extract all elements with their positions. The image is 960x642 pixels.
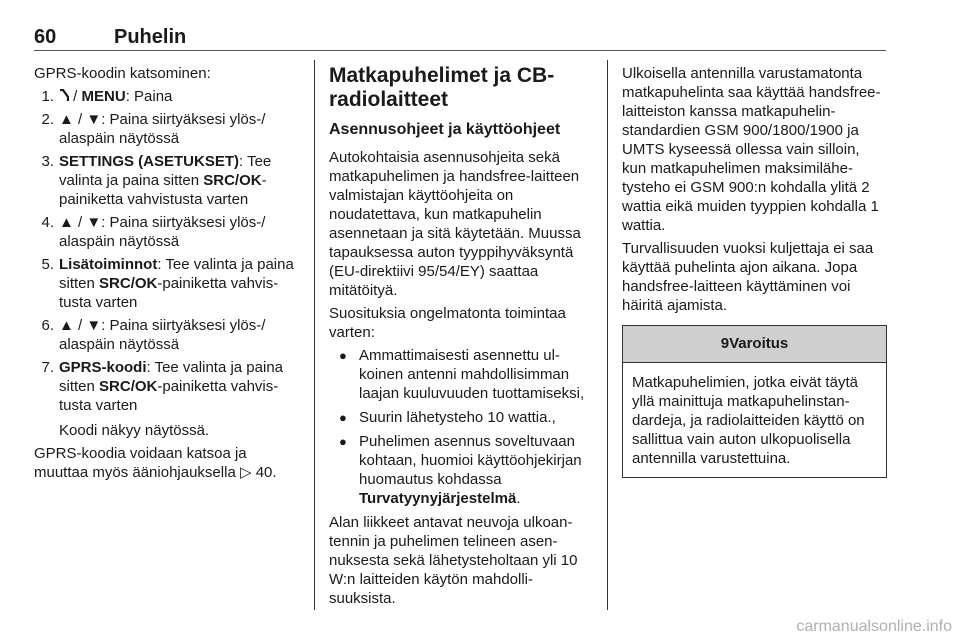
page-number: 60: [34, 26, 57, 48]
page-reference-icon: ▷: [239, 464, 252, 481]
step-item: 3. SETTINGS (ASETUKSET): Tee valinta ja paina sitten SRC/OK-painiketta vahvistusta varten: [41, 153, 272, 208]
column-middle: [329, 64, 594, 612]
recommendation-list: [329, 346, 594, 508]
paragraph: Alan liikkeet antavat neuvoja ulkoantennin ja puhelimen telineen asennuksesta sekä lähetysteholtaan yli 10 W:n laitteiden käytön mahdollisuuksista.: [329, 514, 578, 607]
paragraph: Ulkoisella antennilla varustamatonta matkapuhelinta saa käyttää handsfree-laitteiston kanssa matkapuhelinstandardien GSM 900/1800/1900 ja UMTS kyseessä ollessa vain silloin, kun matkapuhelimen maksimilähetysteho ei GSM 900:n kohdalla ylitä 2 wattia eikä muiden tyyppien kohdalla 1 wattia.: [622, 65, 881, 234]
step-item: 1. / MENU: Paina: [41, 88, 173, 105]
paragraph: Suosituksia ongelmatonta toimintaa varten:: [329, 305, 566, 341]
phone-call-icon: [59, 89, 69, 102]
step-note: Koodi näkyy näytössä.: [59, 422, 210, 439]
column-left: [34, 64, 302, 486]
section-title: Matkapuhelimet ja CB-radiolaitteet: [329, 64, 555, 111]
step-item: 5. Lisätoiminnot: Tee valinta ja paina sitten SRC/OK-painiketta vahvistusta varten: [41, 256, 294, 311]
step-item: 2. ▲ / ▼: Paina siirtyäksesi ylös-/ alaspäin näytössä: [41, 111, 266, 147]
chapter-title: Puhelin: [114, 26, 187, 48]
paragraph: Turvallisuuden vuoksi kuljettaja ei saa käyttää puhelinta ajon aikana. Jopa handsfree-laitteen käyttäminen voi häiritä ajamista.: [622, 240, 874, 314]
column-divider: [607, 60, 608, 610]
column-divider: [314, 60, 315, 610]
list-item: ● Ammattimaisesti asennettu ulkoinen antenni mahdollisimman laajan kuuluvuuden tuottamiseksi,: [339, 347, 585, 402]
bullet-icon: ●: [339, 410, 347, 425]
warning-box: [622, 325, 887, 478]
step-item: 4. ▲ / ▼: Paina siirtyäksesi ylös-/ alaspäin näytössä: [41, 214, 266, 250]
list-item: ● Suurin lähetysteho 10 wattia.,: [339, 409, 556, 426]
bullet-icon: ●: [339, 348, 347, 363]
warning-header: [623, 326, 886, 363]
intro-text: GPRS-koodin katsominen:: [34, 65, 211, 82]
bullet-icon: ●: [339, 434, 347, 449]
column-right: [622, 64, 887, 478]
list-item: ● Puhelimen asennus soveltuvaan kohtaan, huomioi käyttöohjekirjan huomautus kohdassa Turvatyynyjärjestelmä.: [339, 433, 582, 507]
watermark: carmanualsonline.info: [796, 618, 952, 635]
paragraph: Autokohtaisia asennusohjeita sekä matkapuhelimen ja handsfree-laitteen valmistajan käyttöohjeita on noudatettava, kun matkapuhelin asennetaan ja sitä käytetään. Muussa tapauksessa auton tyyppihyväksyntä (EU-direktiivi 95/54/EY) saattaa mitätöityä.: [329, 149, 581, 299]
warning-text: Matkapuhelimien, jotka eivät täytä yllä mainittuja matkapuhelinstandardeja, ja radiolaitteiden käyttö on sallittua vain auton ulkopuolisella antennilla varustettuina.: [632, 374, 865, 467]
warning-icon: 9: [720, 335, 730, 352]
section-subtitle: Asennusohjeet ja käyttöohjeet: [329, 121, 561, 138]
steps-list: [34, 87, 302, 440]
outro-text: GPRS-koodia voidaan katsoa ja muuttaa myös ääniohjauksella ▷ 40.: [34, 445, 277, 481]
step-item: 7. GPRS-koodi: Tee valinta ja paina sitten SRC/OK-painiketta vahvistusta varten Koodi näkyy näytössä.: [34, 358, 302, 440]
warning-title: Varoitus: [729, 335, 789, 352]
page-header: [34, 20, 886, 51]
step-item: 6. ▲ / ▼: Paina siirtyäksesi ylös-/ alaspäin näytössä: [41, 317, 266, 353]
